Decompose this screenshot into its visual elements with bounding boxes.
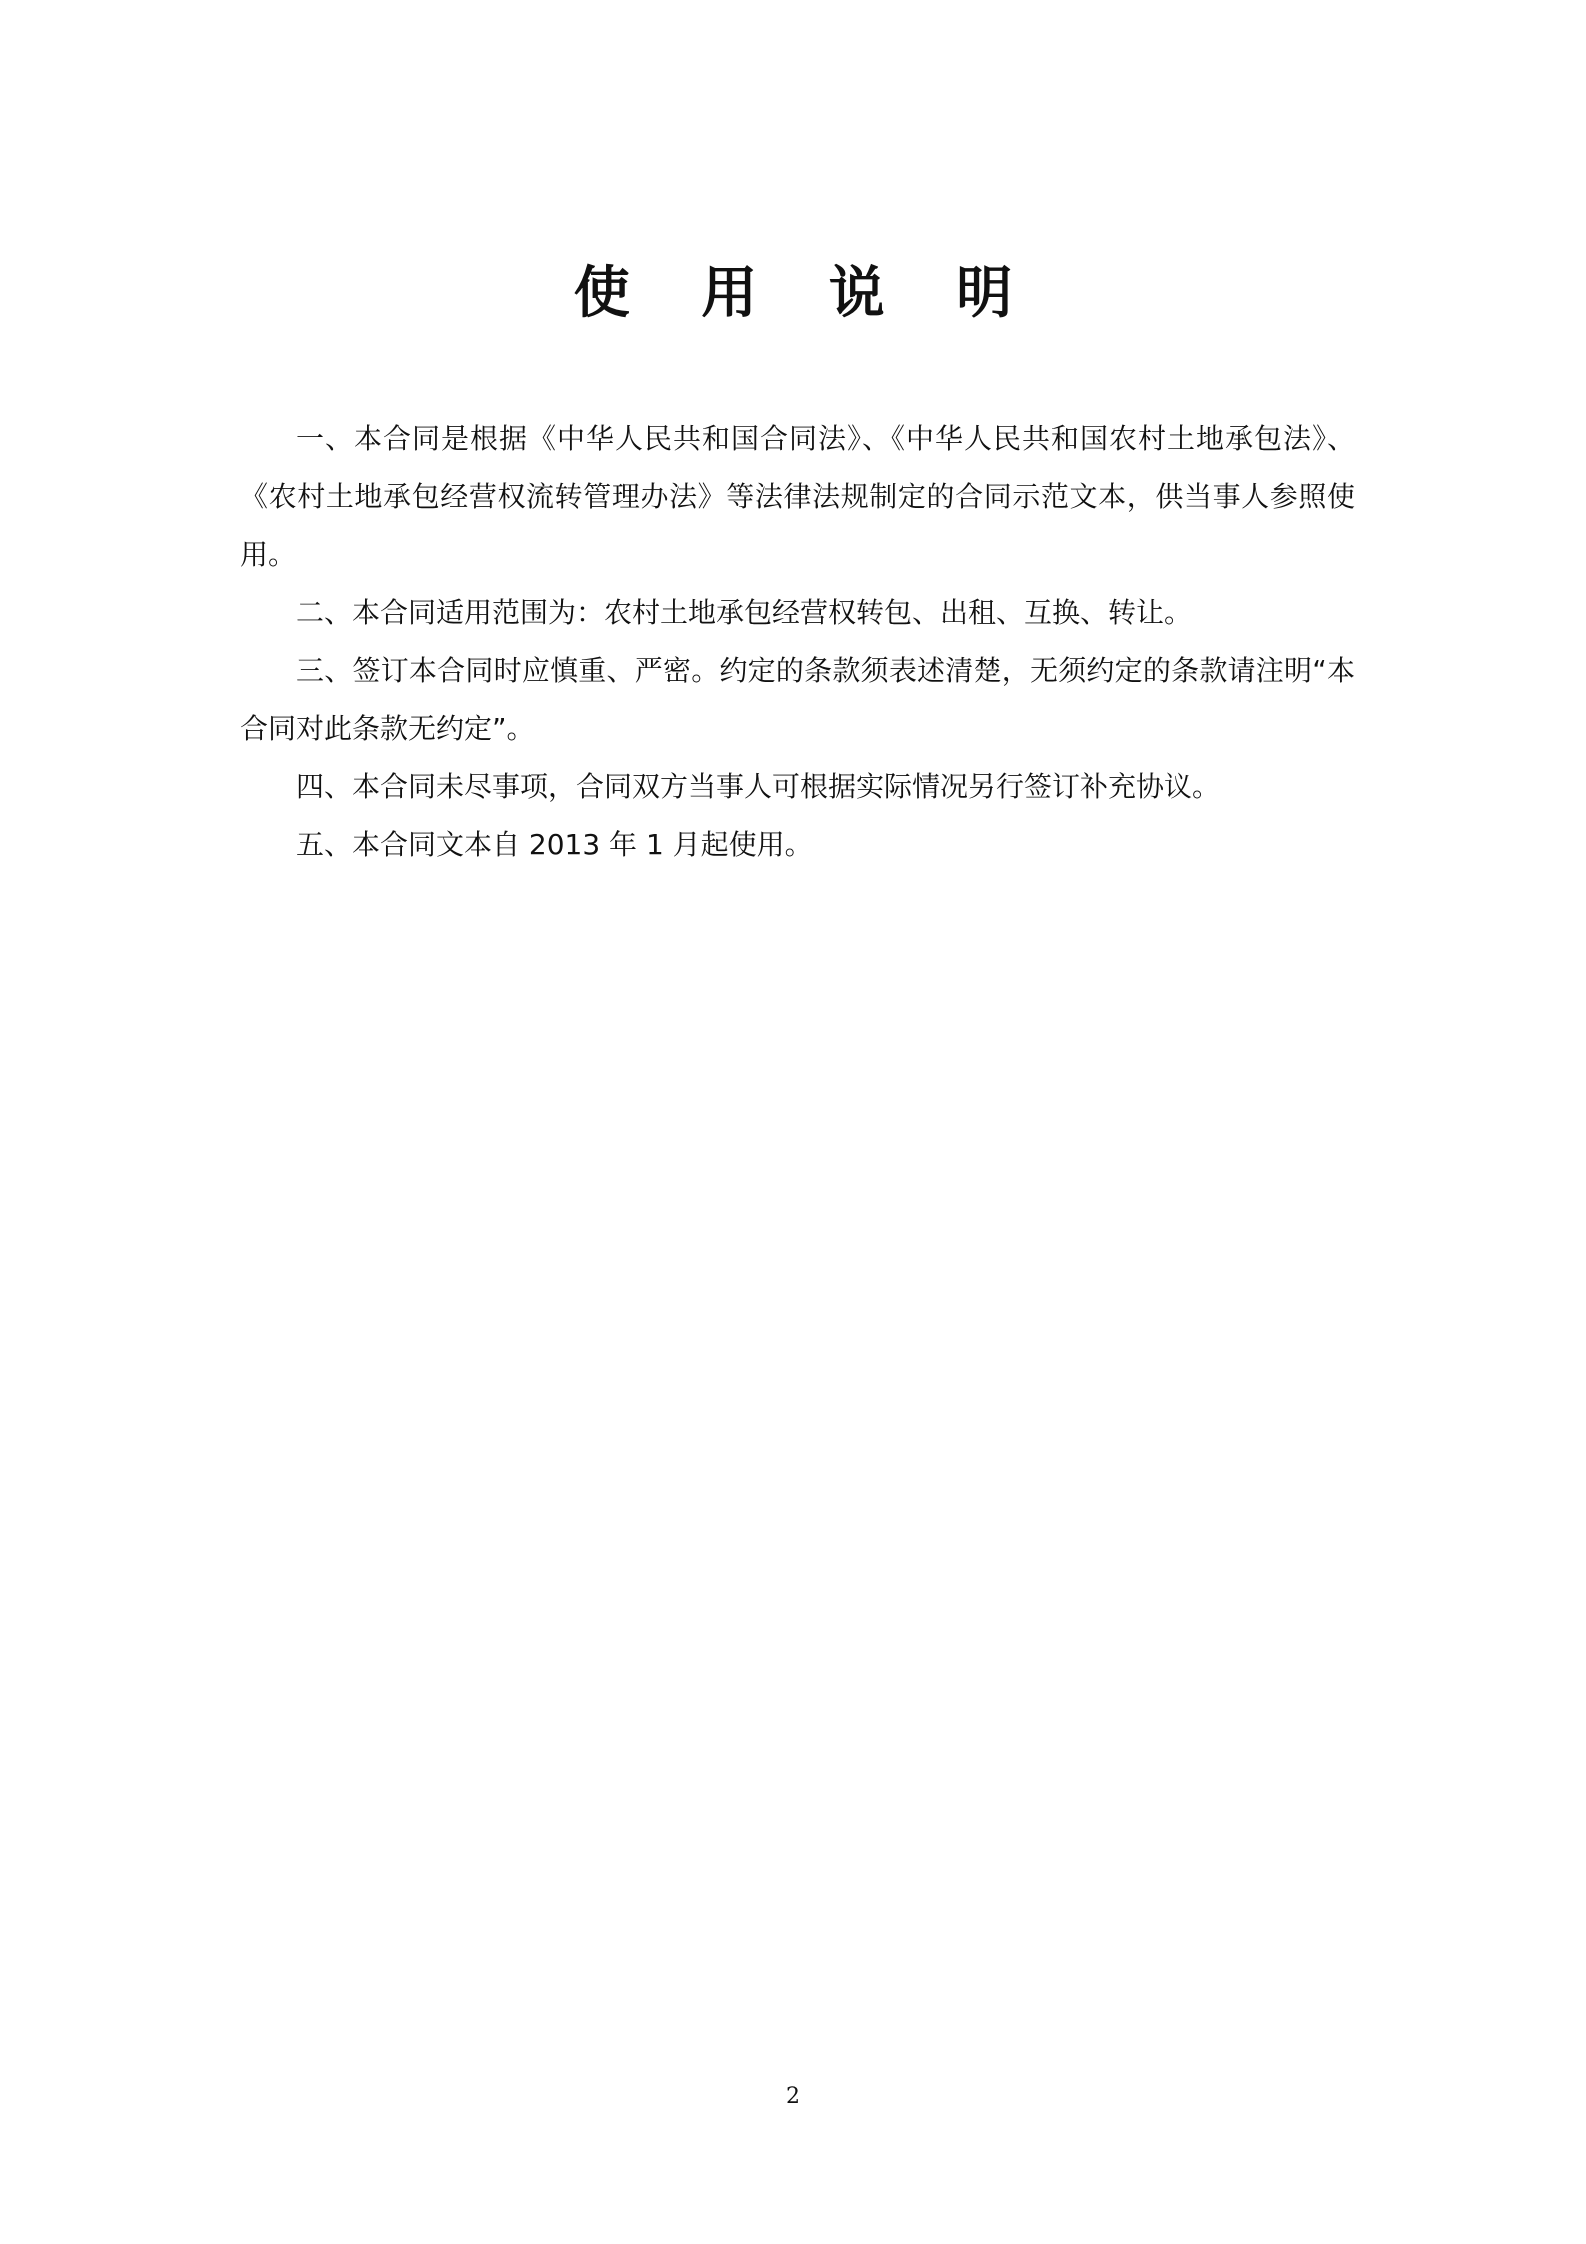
instruction-paragraph-2: 二、本合同适用范围为：农村土地承包经营权转包、出租、互换、转让。 (296, 596, 1193, 629)
page-title: 使 用 说 明 (573, 261, 1039, 326)
instruction-paragraph-3: 三、签订本合同时应慎重、严密。约定的条款须表述清楚，无须约定的条款请注明“本合同对此条款无约定”。 (240, 654, 1355, 745)
instruction-paragraph-5: 五、本合同文本自 2013 年 1 月起使用。 (296, 828, 813, 861)
instruction-paragraph-4: 四、本合同未尽事项，合同双方当事人可根据实际情况另行签订补充协议。 (296, 770, 1221, 803)
page-number: 2 (786, 2084, 800, 2109)
instructions-body (240, 410, 1355, 874)
instruction-paragraph-1: 一、本合同是根据《中华人民共和国合同法》、《中华人民共和国农村土地承包法》、《农村土地承包经营权流转管理办法》等法律法规制定的合同示范文本，供当事人参照使用。 (240, 422, 1355, 571)
